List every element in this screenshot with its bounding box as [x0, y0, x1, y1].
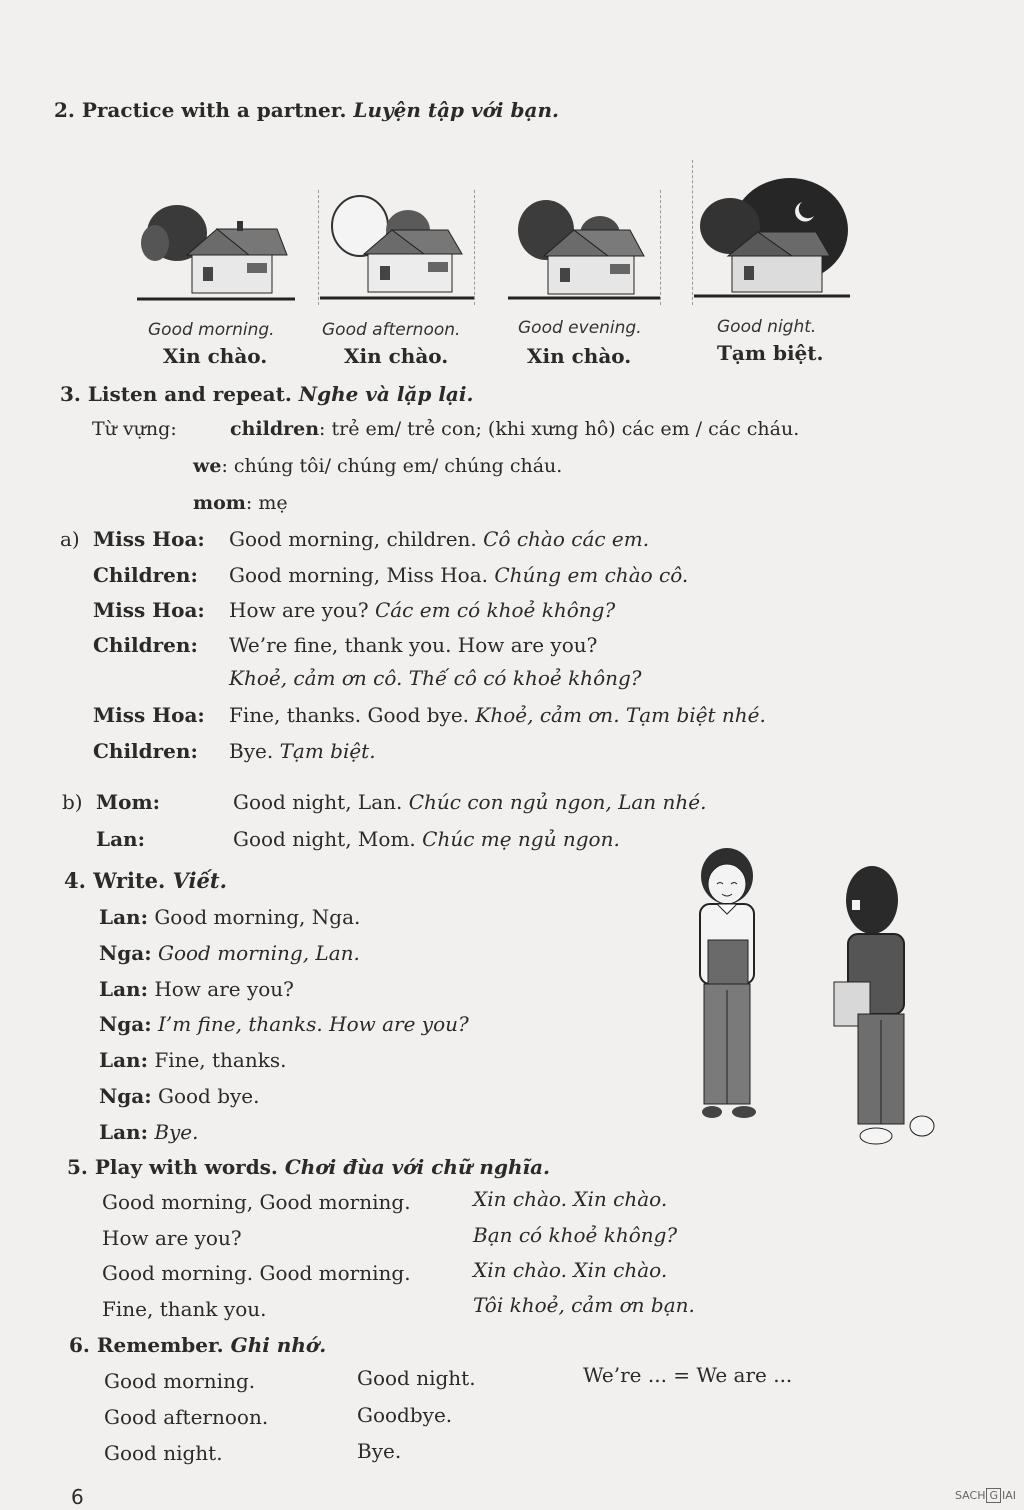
speaker: Nga:: [99, 1012, 152, 1036]
section-4-number: 4.: [64, 868, 86, 893]
dialog-a-line: [93, 703, 766, 727]
line-text: Good bye.: [157, 1084, 260, 1108]
remember-col1-item: Good morning.: [104, 1369, 256, 1393]
line-text: Bye.: [154, 1120, 199, 1144]
vocab-meaning: : mẹ: [245, 492, 288, 514]
speaker: Lan:: [99, 905, 148, 929]
caption-en-3: Good evening.: [518, 318, 642, 338]
line-vi: Cô chào các em.: [483, 527, 650, 551]
remember-col1-item: Good night.: [104, 1441, 223, 1465]
line-en: We’re fine, thank you. How are you?: [229, 633, 598, 657]
caption-en-2: Good afternoon.: [322, 320, 461, 340]
line-vi: Chúc con ngủ ngon, Lan nhé.: [408, 790, 707, 814]
section-4-title-vi: Viết.: [172, 868, 227, 893]
watermark-logo: [955, 1488, 1016, 1503]
vocab-label: Từ vựng:: [92, 418, 177, 440]
line-text: I’m fine, thanks. How are you?: [157, 1012, 469, 1036]
dialog-a-line: [93, 563, 688, 587]
panel-divider: [692, 160, 693, 305]
section-5-title: Play with words.: [94, 1155, 278, 1179]
dialog-a-line: [93, 633, 597, 657]
house-evening-illustration: [508, 190, 660, 305]
section-3-title: Listen and repeat.: [87, 382, 292, 406]
write-line: [99, 1120, 199, 1144]
speaker: Lan:: [99, 977, 148, 1001]
write-line: [99, 905, 360, 929]
section-2-title-vi: Luyện tập với bạn.: [353, 98, 559, 122]
dialog-a-line: [93, 739, 376, 763]
vocab-item: [193, 492, 288, 514]
speaker: Children:: [93, 633, 198, 657]
play-line-vi: Tôi khoẻ, cảm ơn bạn.: [473, 1293, 695, 1317]
line-en: Good night, Lan.: [233, 790, 403, 814]
section-4-title: Write.: [93, 868, 166, 893]
vocab-item: [193, 455, 562, 477]
speaker: Lan:: [99, 1048, 148, 1072]
vocab-meaning: : trẻ em/ trẻ con; (khi xưng hô) các em / các cháu.: [319, 418, 800, 440]
caption-en-4: Good night.: [717, 317, 817, 337]
section-5-number: 5.: [67, 1155, 88, 1179]
play-line-en: Fine, thank you.: [102, 1297, 267, 1321]
speaker: Miss Hoa:: [93, 527, 205, 551]
write-line: [99, 1012, 469, 1036]
play-line-en: How are you?: [102, 1226, 242, 1250]
section-4-heading: [64, 868, 227, 893]
speaker: Miss Hoa:: [93, 598, 205, 622]
watermark-box: G: [986, 1488, 1001, 1503]
write-line: [99, 1048, 286, 1072]
section-5-title-vi: Chơi đùa với chữ nghĩa.: [284, 1155, 551, 1179]
line-vi: Khoẻ, cảm ơn cô. Thế cô có khoẻ không?: [229, 666, 642, 690]
dialog-b-line: [96, 790, 706, 814]
section-3-heading: [60, 382, 473, 406]
section-2-number: 2.: [54, 98, 75, 122]
house-afternoon-illustration: [320, 190, 475, 305]
speaker: Nga:: [99, 1084, 152, 1108]
line-en: Fine, thanks. Good bye.: [229, 703, 470, 727]
vocab-word: mom: [193, 492, 246, 514]
remember-note: We’re ... = We are ...: [583, 1363, 793, 1387]
speaker: Children:: [93, 563, 198, 587]
vocab-word: children: [230, 418, 320, 440]
line-text: How are you?: [154, 977, 294, 1001]
line-text: Good morning, Lan.: [157, 941, 360, 965]
line-en: Bye.: [229, 739, 274, 763]
line-vi: Chúng em chào cô.: [494, 563, 689, 587]
section-5-heading: [67, 1155, 550, 1179]
panel-divider: [660, 190, 661, 305]
speaker: Miss Hoa:: [93, 703, 205, 727]
caption-vi-3: Xin chào.: [527, 344, 632, 368]
section-6-title: Remember.: [96, 1333, 224, 1357]
remember-col2-item: Good night.: [357, 1366, 476, 1390]
line-en: How are you?: [229, 598, 369, 622]
vocab-word: we: [193, 455, 222, 477]
watermark-left: SACH: [955, 1489, 986, 1502]
line-vi: Chúc mẹ ngủ ngon.: [422, 827, 620, 851]
section-2-heading: [54, 98, 559, 122]
panel-divider: [474, 190, 475, 305]
remember-col2-item: Bye.: [357, 1439, 402, 1463]
line-vi: Các em có khoẻ không?: [374, 598, 616, 622]
line-en: Good night, Mom.: [233, 827, 416, 851]
dialog-a-label: a): [60, 527, 80, 551]
section-2-title: Practice with a partner.: [81, 98, 347, 122]
play-line-vi: Xin chào. Xin chào.: [473, 1258, 668, 1282]
section-6-heading: [69, 1333, 326, 1357]
section-6-number: 6.: [69, 1333, 90, 1357]
dialog-b-line: [96, 827, 620, 851]
play-line-en: Good morning. Good morning.: [102, 1261, 411, 1285]
write-line: [99, 977, 294, 1001]
dialog-a-line: [93, 598, 615, 622]
line-en: Good morning, Miss Hoa.: [229, 563, 488, 587]
line-vi: Tạm biệt.: [279, 739, 376, 763]
write-line: [99, 1084, 259, 1108]
caption-vi-1: Xin chào.: [163, 344, 268, 368]
caption-en-1: Good morning.: [148, 320, 275, 340]
line-text: Good morning, Nga.: [154, 905, 361, 929]
vocab-item: [230, 418, 799, 440]
remember-col2-item: Goodbye.: [357, 1403, 453, 1427]
play-line-vi: Xin chào. Xin chào.: [473, 1187, 668, 1211]
section-6-title-vi: Ghi nhớ.: [230, 1333, 327, 1357]
dialog-b-label: b): [62, 790, 83, 814]
panel-divider: [318, 190, 319, 305]
write-line: [99, 941, 360, 965]
remember-col1-item: Good afternoon.: [104, 1405, 269, 1429]
caption-vi-4: Tạm biệt.: [717, 341, 824, 365]
play-line-vi: Bạn có khoẻ không?: [473, 1223, 678, 1247]
speaker: Lan:: [99, 1120, 148, 1144]
dialog-a-line: [229, 666, 642, 690]
vocab-meaning: : chúng tôi/ chúng em/ chúng cháu.: [221, 455, 563, 477]
page-number: 6: [71, 1485, 84, 1509]
house-night-illustration: [694, 176, 850, 301]
play-line-en: Good morning, Good morning.: [102, 1190, 411, 1214]
section-3-title-vi: Nghe và lặp lại.: [298, 382, 474, 406]
speaker: Lan:: [96, 827, 145, 851]
speaker: Mom:: [96, 790, 161, 814]
dialog-a-line: [93, 527, 649, 551]
line-vi: Khoẻ, cảm ơn. Tạm biệt nhé.: [475, 703, 766, 727]
line-text: Fine, thanks.: [154, 1048, 287, 1072]
caption-vi-2: Xin chào.: [344, 344, 449, 368]
speaker: Children:: [93, 739, 198, 763]
watermark-right: IAI: [1002, 1489, 1017, 1502]
two-girls-illustration: [672, 840, 942, 1170]
speaker: Nga:: [99, 941, 152, 965]
section-3-number: 3.: [60, 382, 81, 406]
line-en: Good morning, children.: [229, 527, 477, 551]
house-morning-illustration: [137, 195, 295, 305]
